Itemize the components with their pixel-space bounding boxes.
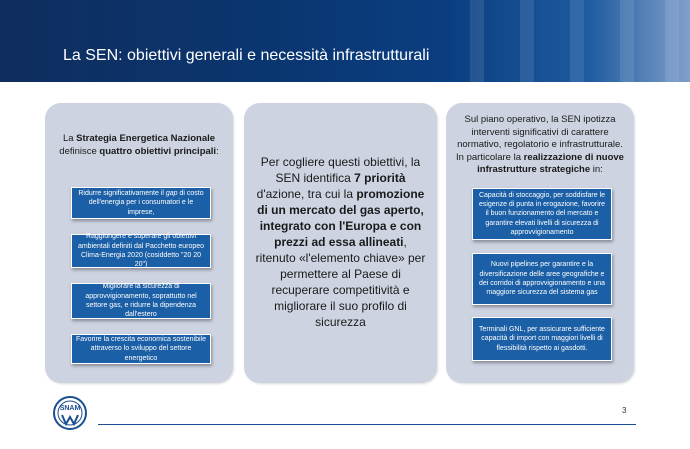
header-decoration bbox=[665, 0, 679, 82]
svg-text:SNAM: SNAM bbox=[59, 405, 81, 412]
header-decoration bbox=[620, 0, 634, 82]
snam-logo bbox=[52, 395, 88, 431]
header-decoration bbox=[520, 0, 534, 82]
footer-divider bbox=[98, 424, 636, 425]
infrastructure-box: Terminali GNL, per assicurare sufficiente capacità di import con maggiori livelli di flessibilità rispetto ai gasdotti. bbox=[472, 317, 612, 361]
objective-box: Ridurre significativamente il gap di costo dell'energia per i consumatori e le imprese, bbox=[71, 187, 211, 219]
priorities-panel bbox=[244, 103, 437, 383]
infrastructure-panel bbox=[446, 103, 634, 383]
slide-title: La SEN: obiettivi generali e necessità infrastrutturali bbox=[63, 47, 430, 64]
objective-box: Migliorare la sicurezza di approvvigionamento, soprattutto nel settore gas, e ridurre la dipendenza dall'estero bbox=[71, 283, 211, 319]
infrastructure-box: Nuovi pipelines per garantire e la diversificazione delle aree geografiche e dei corridoi di approvvigionamento e una maggiore sicurezza del sistema gas bbox=[472, 253, 612, 305]
header-decoration bbox=[570, 0, 584, 82]
objectives-panel bbox=[45, 103, 233, 383]
page-number: 3 bbox=[622, 406, 627, 415]
objectives-intro: La Strategia Energetica Nazionale definisce quattro obiettivi principali: bbox=[59, 133, 219, 157]
infrastructure-intro: Sul piano operativo, la SEN ipotizza interventi significativi di carattere normativo, regolatorio e infrastrutturale. In particolare la realizzazione di nuove infrastrutture strategiche in: bbox=[456, 114, 624, 175]
slide-header bbox=[0, 0, 690, 82]
objective-box: Raggiungere e superare gli obiettivi ambientali definiti dal Pacchetto europeo Clima-Energia 2020 (cosiddetto "20 20 20") bbox=[71, 234, 211, 268]
infrastructure-box: Capacità di stoccaggio, per soddisfare le esigenze di punta in erogazione, favorire il buon funzionamento del mercato e garantire elevati livelli di sicurezza di approvvigionamento bbox=[472, 188, 612, 240]
header-decoration bbox=[470, 0, 484, 82]
priorities-text: Per cogliere questi obiettivi, la SEN identifica 7 priorità d'azione, tra cui la promozione di un mercato del gas aperto, integrato con l'Europa e con prezzi ad essa allineati, ritenuto «l'elemento chiave» per permettere al Paese di recuperare competitività e migliorare il suo profilo di sicurezza bbox=[255, 155, 426, 329]
objective-box: Favorire la crescita economica sostenibile attraverso lo sviluppo del settore energetico bbox=[71, 334, 211, 364]
